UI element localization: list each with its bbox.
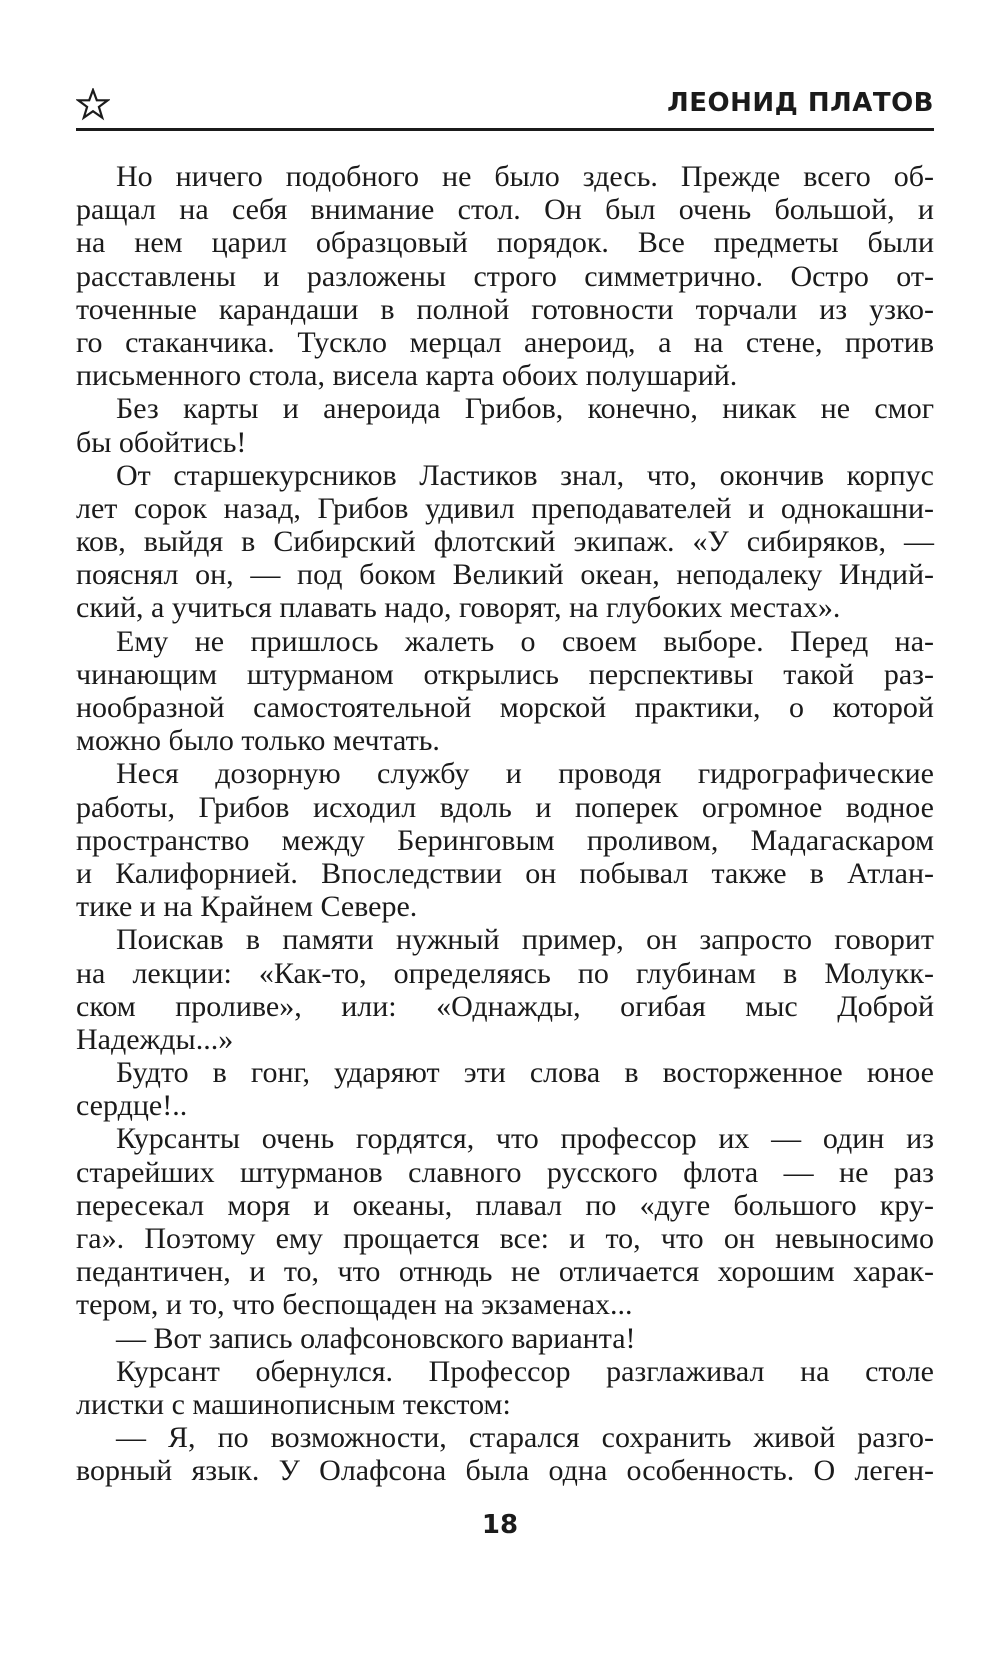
text-line: ском проливе», или: «Однажды, огибая мыс Доброй [76,989,934,1023]
author-name: ЛЕОНИД ПЛАТОВ [667,88,934,118]
text-line: От старшекурсников Ластиков знал, что, окончив корпус [116,458,934,492]
text-line: сердце!.. [76,1089,188,1123]
page-number: 18 [481,1510,519,1540]
text-line: листки с машинописным текстом: [76,1387,511,1421]
text-line: бы обойтись! [76,425,247,459]
text-line: Курсант обернулся. Профессор разглаживал на столе [116,1354,934,1388]
text-line: Ему не пришлось жалеть о своем выборе. Перед на- [116,624,934,658]
text-line: ворный язык. У Олафсона была одна особенность. О леген- [76,1454,934,1488]
text-line: ков, выйдя в Сибирский флотский экипаж. «У сибиряков, — [76,525,934,559]
text-line: га». Поэтому ему прощается все: и то, что он невыносимо [76,1222,934,1255]
body-text [76,160,934,1488]
text-line: тером, и то, что беспощаден на экзаменах... [76,1288,633,1322]
text-line: пояснял он, — под боком Великий океан, неподалеку Индий- [76,558,934,592]
text-line: — Вот запись олафсоновского варианта! [116,1321,636,1355]
text-line: пересекал моря и океаны, плавал по «дуге большого кру- [76,1188,934,1222]
text-line: Без карты и анероида Грибов, конечно, никак не смог [116,392,934,426]
text-line: и Калифорнией. Впоследствии он побывал также в Атлан- [76,856,934,890]
text-line: нообразной самостоятельной морской практики, о которой [76,691,934,724]
header-rule [76,128,934,131]
text-line: Курсанты очень гордятся, что профессор их — один из [116,1122,934,1156]
text-line: — Я, по возможности, старался сохранить живой разго- [116,1421,934,1455]
text-line: на лекции: «Как-то, определяясь по глубинам в Молукк- [76,956,934,990]
text-line: можно было только мечтать. [76,724,440,758]
text-line: пространство между Беринговым проливом, Мадагаскаром [76,823,934,857]
text-line: старейших штурманов славного русского флота — не раз [76,1155,934,1189]
text-line: лет сорок назад, Грибов удивил преподавателей и однокашни- [76,491,934,525]
text-line: тике и на Крайнем Севере. [76,890,418,924]
text-line: расставлены и разложены строго симметрично. Остро от- [76,259,934,293]
text-line: Неся дозорную службу и проводя гидрографические [116,757,934,791]
text-line: ращал на себя внимание стол. Он был очень большой, и [76,193,934,227]
text-line: точенные карандаши в полной готовности торчали из узко- [76,292,934,326]
text-line: Будто в гонг, ударяют эти слова в восторженное юное [116,1056,934,1090]
text-line: чинающим штурманом открылись перспективы такой раз- [76,657,934,691]
text-line: Но ничего подобного не было здесь. Прежде всего об- [116,160,934,193]
text-line: педантичен, и то, что отнюдь не отличается хорошим харак- [76,1255,934,1289]
text-line: Надежды...» [76,1022,234,1056]
text-line: ский, а учиться плавать надо, говорят, на глубоких местах». [76,591,841,625]
text-line: письменного стола, висела карта обоих полушарий. [76,359,738,393]
text-line: го стаканчика. Тускло мерцал анероид, а на стене, против [76,325,934,359]
text-line: Поискав в памяти нужный пример, он запросто говорит [116,923,934,957]
star-outline-icon [76,88,110,122]
running-head [76,82,934,126]
text-line: работы, Грибов исходил вдоль и поперек огромное водное [76,790,934,824]
text-line: на нем царил образцовый порядок. Все предметы были [76,226,934,260]
